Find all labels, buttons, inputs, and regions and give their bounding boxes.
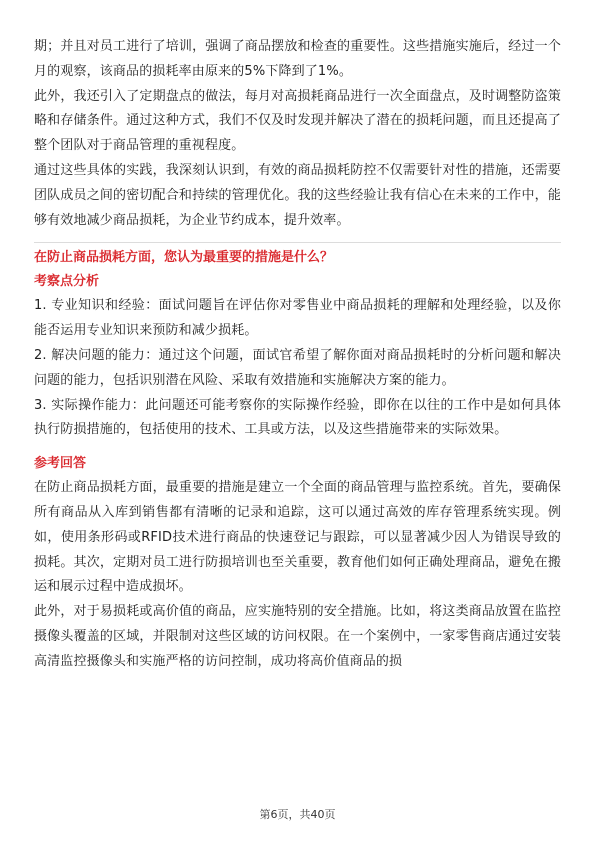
section-gap: [34, 443, 561, 452]
analysis-item-2: 2. 解决问题的能力：通过这个问题，面试官希望了解你面对商品损耗时的分析问题和解决问题的能力，包括识别潜在风险、采取有效措施和实施解决方案的能力。: [34, 347, 561, 388]
document-body: [34, 35, 561, 675]
analysis-item-1: 1. 专业知识和经验：面试问题旨在评估你对零售业中商品损耗的理解和处理经验，以及你能否运用专业知识来预防和减少损耗。: [34, 298, 561, 339]
answer-paragraph-1: 在防止商品损耗方面，最重要的措施是建立一个全面的商品管理与监控系统。首先，要确保所有商品从入库到销售都有清晰的记录和追踪，这可以通过高效的库存管理系统实现。例如，使用条形码或RFID技术进行商品的快速登记与跟踪，可以显著减少因人为错误导致的损耗。其次，定期对员工进行防损培训也至关重要，教育他们如何正确处理商品，避免在搬运和展示过程中造成损坏。: [34, 480, 561, 595]
answer-paragraph-2: 此外，对于易损耗或高价值的商品，应实施特别的安全措施。比如，将这类商品放置在监控摄像头覆盖的区域，并限制对这些区域的访问权限。在一个案例中，一家零售商店通过安装高清监控摄像头和实施严格的访问控制，成功将高价值商品的损: [34, 604, 561, 669]
analysis-item-3: 3. 实际操作能力：此问题还可能考察你的实际操作经验，即你在以往的工作中是如何具体执行防损措施的，包括使用的技术、工具或方法，以及这些措施带来的实际效果。: [34, 397, 561, 438]
answer-heading: 参考回答: [34, 456, 87, 472]
intro-paragraph-2: 此外，我还引入了定期盘点的做法，每月对高损耗商品进行一次全面盘点，及时调整防盗策略和存储条件。通过这种方式，我们不仅及时发现并解决了潜在的损耗问题，而且还提高了整个团队对于商品管理的重视程度。: [34, 88, 561, 154]
section-divider: [34, 242, 561, 243]
question-title: 在防止商品损耗方面，您认为最重要的措施是什么？: [34, 250, 334, 266]
analysis-heading: 考察点分析: [34, 274, 100, 290]
intro-paragraph-1: 期；并且对员工进行了培训，强调了商品摆放和检查的重要性。这些措施实施后，经过一个月的观察，该商品的损耗率由原来的5%下降到了1%。: [34, 39, 561, 79]
page-number-footer: 第6页，共40页: [259, 808, 336, 821]
intro-paragraph-3: 通过这些具体的实践，我深刻认识到，有效的商品损耗防控不仅需要针对性的措施，还需要团队成员之间的密切配合和持续的管理优化。我的这些经验让我有信心在未来的工作中，能够有效地减少商品损耗，为企业节约成本，提升效率。: [34, 162, 561, 228]
